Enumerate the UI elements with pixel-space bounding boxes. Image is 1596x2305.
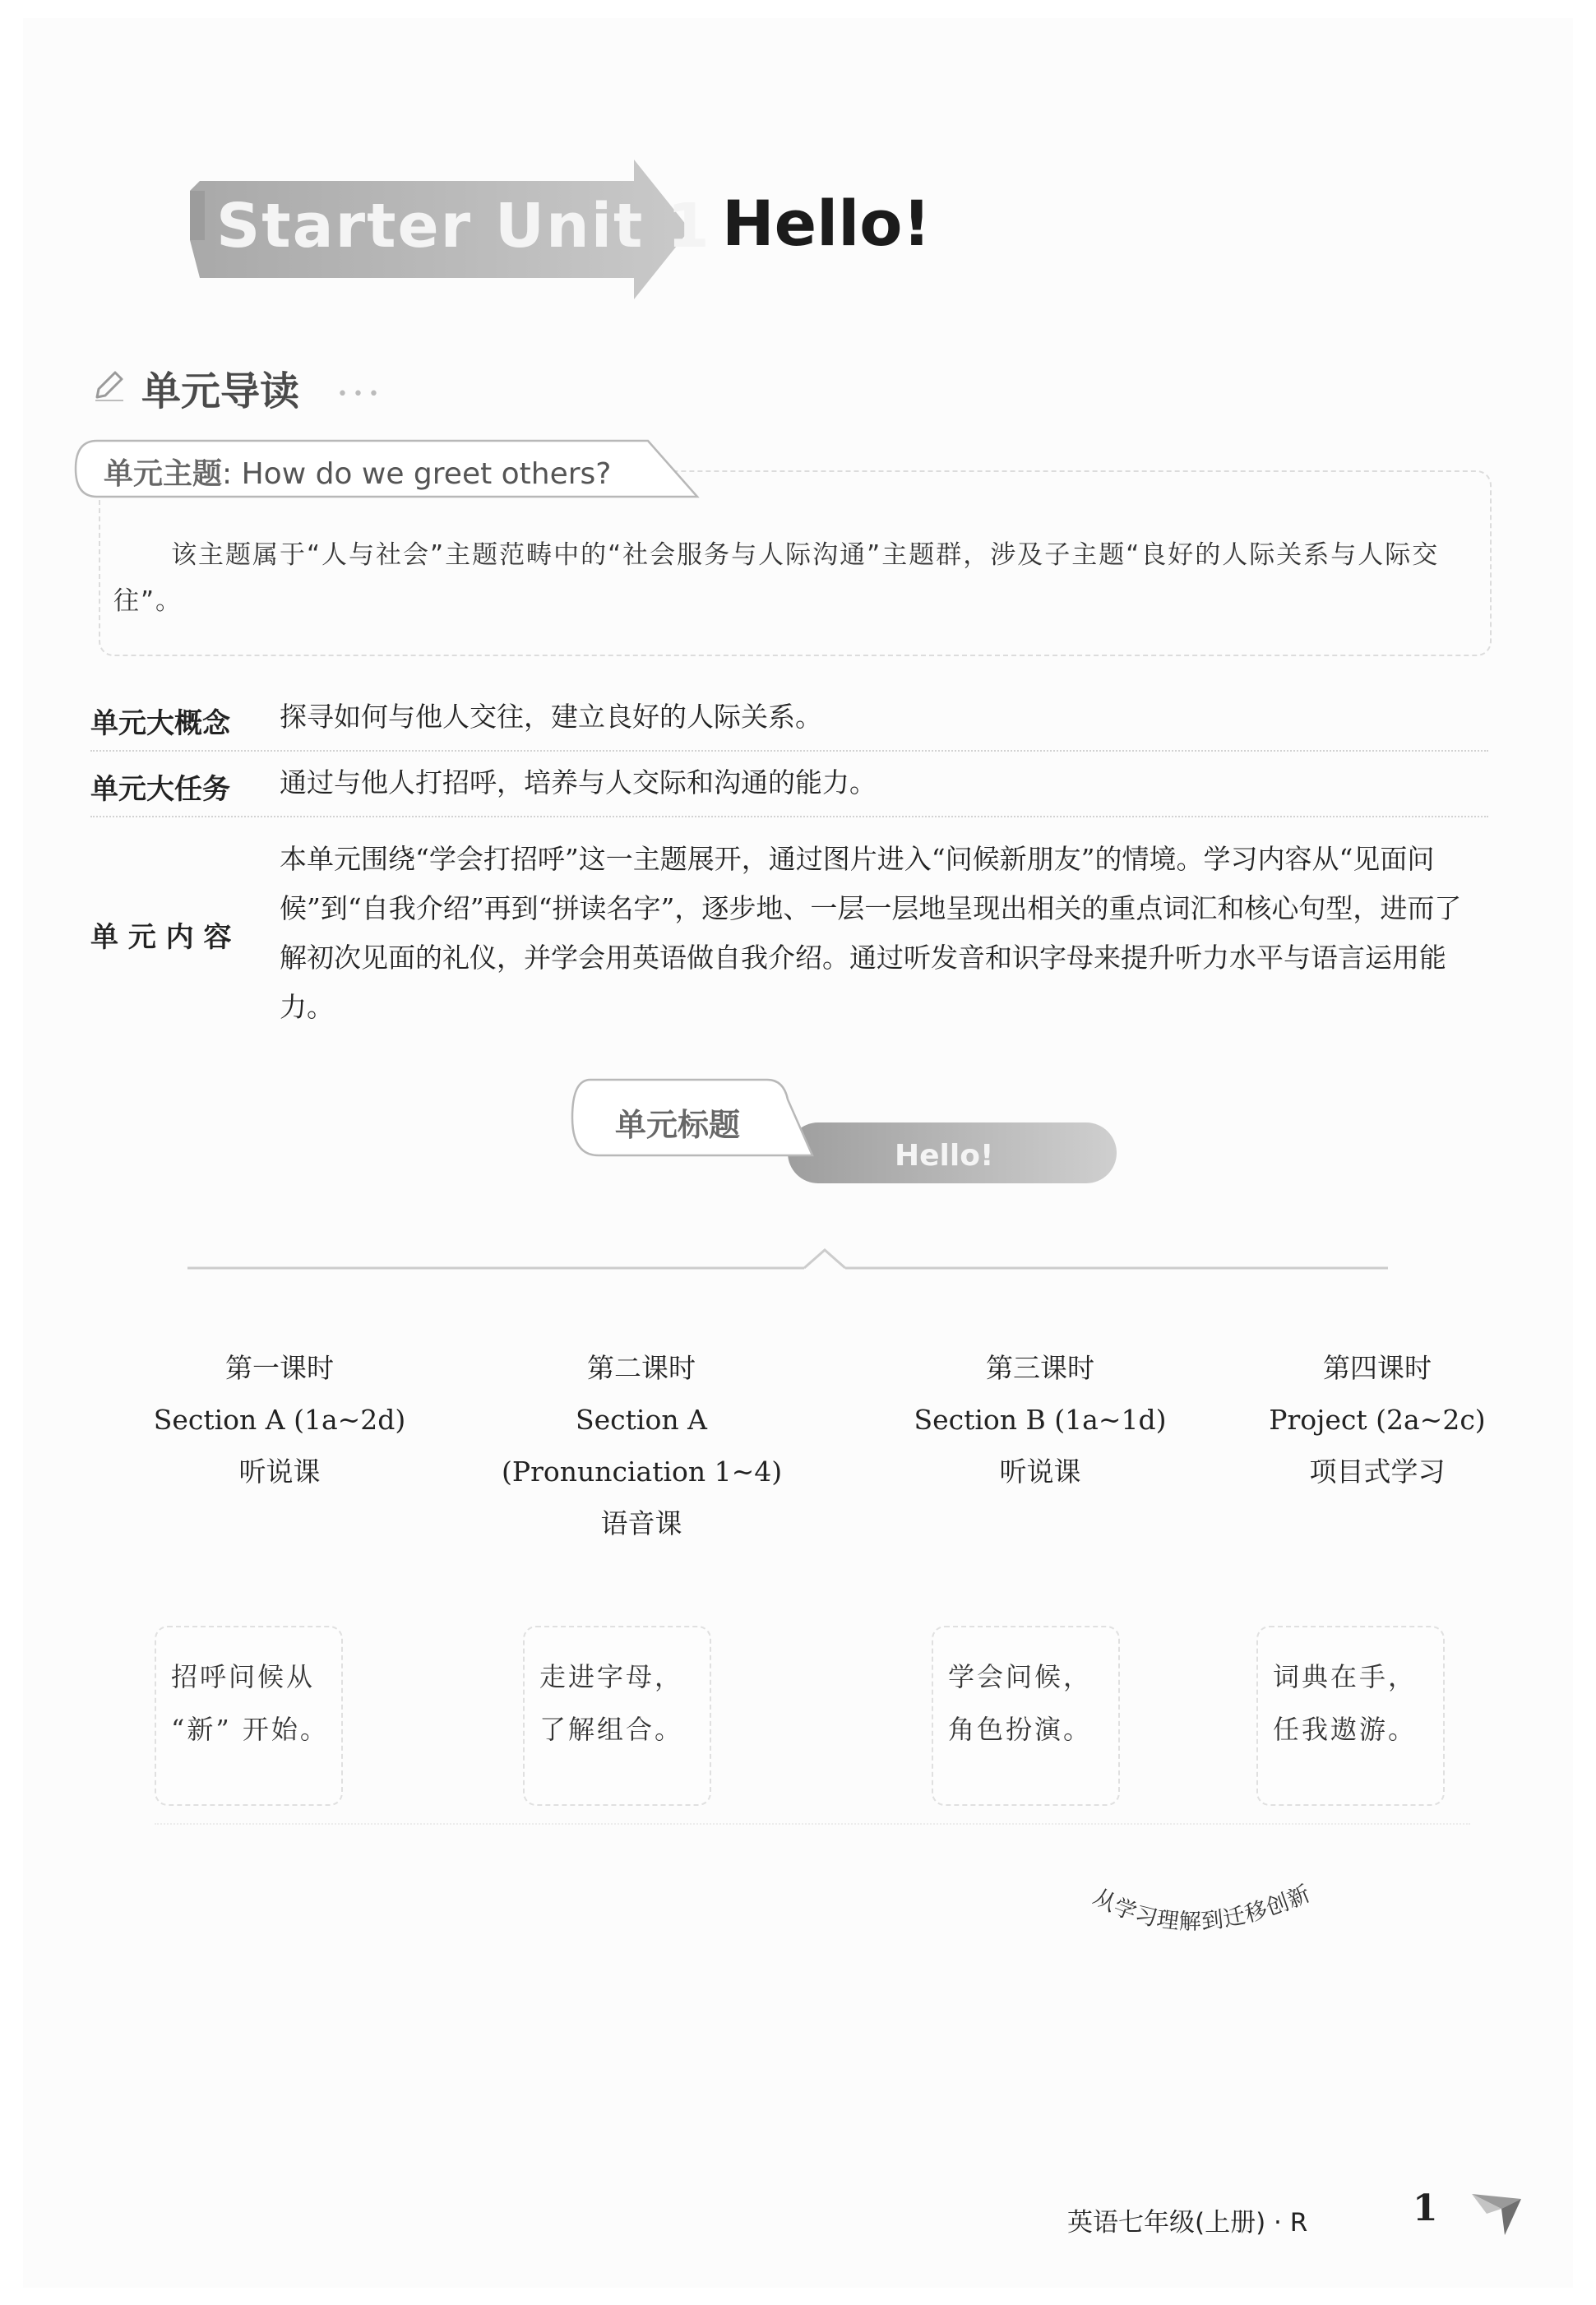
progression-text: 从学习理解到迁移创新 xyxy=(1089,1881,1315,1935)
divider xyxy=(90,816,1488,817)
lesson-period: 第二课时 xyxy=(587,1352,696,1384)
lesson-section: Section A xyxy=(576,1404,707,1436)
lesson-4 xyxy=(1237,1342,1517,1497)
card-line: 了解组合。 xyxy=(539,1714,684,1745)
footer-book: 英语七年级(上册) · R xyxy=(1067,2208,1308,2238)
row-label-big-task: 单元大任务 xyxy=(90,773,230,806)
lesson-1 xyxy=(140,1342,419,1497)
lesson-section: Project (2a~2c) xyxy=(1269,1404,1486,1436)
corner-arrow-icon xyxy=(1469,2189,1526,2238)
row-text-big-concept: 探寻如何与他人交往，建立良好的人际关系。 xyxy=(280,701,822,733)
lesson-section: Section B (1a~1d) xyxy=(914,1404,1167,1436)
lesson-sub: (Pronunciation 1~4) xyxy=(502,1456,783,1488)
card-line: 任我遨游。 xyxy=(1273,1714,1418,1745)
callout-label: 单元标题 xyxy=(615,1107,741,1143)
divider xyxy=(90,750,1488,752)
lesson-period: 第一课时 xyxy=(225,1352,334,1384)
lesson-type: 项目式学习 xyxy=(1309,1456,1446,1488)
theme-tab xyxy=(72,437,705,503)
theme-label: 单元主题 xyxy=(104,457,223,491)
theme-question: How do we greet others? xyxy=(241,457,612,491)
unit-banner xyxy=(167,158,711,302)
row-text-content: 本单元围绕“学会打招呼”这一主题展开，通过图片进入“问候新朋友”的情境。学习内容从“见面问候”到“自我介绍”再到“拼读名字”，逐步地、一层一层地呈现出相关的重点词汇和核心句型，进而了解初次见面的礼仪，并学会用英语做自我介绍。通过听发音和识字母来提升听力水平与语言运用能力。 xyxy=(280,843,1462,1023)
guide-title: 单元导读 xyxy=(141,368,300,414)
cards-baseline xyxy=(155,1823,1470,1825)
lesson-2 xyxy=(502,1342,781,1549)
card-line: “新” 开始。 xyxy=(171,1714,329,1745)
unit-label: Starter Unit 1 xyxy=(216,191,711,262)
lesson-type: 听说课 xyxy=(999,1456,1081,1488)
lesson-type: 语音课 xyxy=(600,1507,682,1539)
lesson-card-2 xyxy=(523,1626,711,1806)
theme-description: 该主题属于“人与社会”主题范畴中的“社会服务与人际沟通”主题群，涉及子主题“良好的人际关系与人际交往”。 xyxy=(113,540,1440,616)
card-line: 角色扮演。 xyxy=(948,1714,1093,1745)
card-line: 招呼问候从 xyxy=(171,1661,316,1692)
lesson-type: 听说课 xyxy=(238,1456,321,1488)
card-text xyxy=(1273,1650,1437,1756)
branch-line xyxy=(23,1235,1573,1284)
page xyxy=(23,18,1573,2288)
lesson-period: 第三课时 xyxy=(986,1352,1094,1384)
lesson-card-4 xyxy=(1256,1626,1445,1806)
progression-arc xyxy=(1076,1868,1372,1983)
row-label-big-concept: 单元大概念 xyxy=(90,707,230,740)
unit-title: Hello! xyxy=(722,187,932,260)
lesson-section: Section A (1a~2d) xyxy=(153,1404,406,1436)
decorative-dots: ••• xyxy=(337,384,384,405)
lesson-3 xyxy=(900,1342,1180,1497)
unit-title-callout xyxy=(566,1075,1125,1206)
callout-value: Hello! xyxy=(895,1139,994,1173)
lesson-card-3 xyxy=(932,1626,1120,1806)
card-text xyxy=(171,1650,335,1756)
card-line: 词典在手， xyxy=(1273,1661,1418,1692)
svg-text:从学习理解到迁移创新 xyxy=(1089,1881,1315,1935)
row-label-content: 单 元 内 容 xyxy=(90,921,232,954)
card-line: 走进字母， xyxy=(539,1661,684,1692)
pencil-icon xyxy=(90,368,127,404)
page-number: 1 xyxy=(1413,2187,1438,2229)
theme-tab-text: 单元主题: How do we greet others? xyxy=(104,457,612,491)
card-text xyxy=(948,1650,1113,1756)
card-text xyxy=(539,1650,704,1756)
lesson-period: 第四课时 xyxy=(1323,1352,1432,1384)
card-line: 学会问候， xyxy=(948,1661,1093,1692)
lesson-card-1 xyxy=(155,1626,343,1806)
row-text-big-task: 通过与他人打招呼，培养与人交际和沟通的能力。 xyxy=(280,766,877,798)
